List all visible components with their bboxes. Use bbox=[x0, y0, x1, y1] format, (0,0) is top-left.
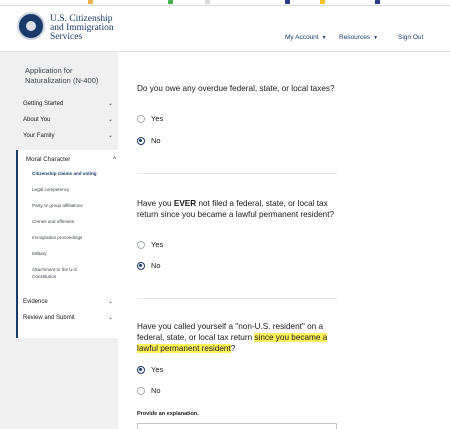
question-text: Have you bbox=[137, 199, 174, 208]
chevron-up-icon: ^ bbox=[113, 156, 116, 163]
radio-button[interactable] bbox=[137, 387, 145, 395]
sidebar-subitem-citizenship-claims[interactable]: Citizenship claims and voting bbox=[32, 171, 97, 176]
radio-label: Yes bbox=[151, 365, 164, 374]
radio-option-no[interactable] bbox=[137, 136, 161, 145]
dhs-seal-logo[interactable] bbox=[17, 12, 45, 40]
radio-label: No bbox=[151, 261, 161, 270]
sidebar-item-getting-started[interactable] bbox=[23, 100, 113, 107]
question-text: not filed a federal, state, or local tax return since you became a lawful permanent resident? bbox=[137, 199, 335, 219]
highlighted-text: since you became a lawful permanent resident bbox=[137, 333, 328, 353]
caret-down-icon: ▼ bbox=[321, 34, 327, 41]
question-not-filed-tax-return bbox=[137, 198, 337, 220]
main-content bbox=[118, 52, 450, 429]
chevron-down-icon: ⌄ bbox=[107, 101, 113, 107]
question-text: ? bbox=[230, 344, 236, 353]
question-emphasis: EVER bbox=[173, 199, 197, 208]
app-title-line-2: Naturalization (N-400) bbox=[25, 76, 99, 85]
chevron-down-icon: ⌄ bbox=[107, 133, 113, 139]
radio-option-no[interactable] bbox=[137, 386, 161, 395]
section-divider bbox=[137, 173, 337, 174]
radio-button[interactable] bbox=[137, 241, 145, 249]
bookmark-icon bbox=[285, 0, 290, 4]
app-title-line-1: Application for bbox=[25, 66, 73, 75]
sidebar-subitem-immigration-proceedings[interactable]: Immigration proceedings bbox=[32, 235, 83, 240]
chevron-down-icon: ⌄ bbox=[107, 299, 113, 305]
bookmark-icon bbox=[168, 0, 173, 4]
question-text: Have you called yourself a "non-U.S. resident" on a federal, state, or local tax return bbox=[137, 322, 324, 342]
sidebar-section-moral-character bbox=[16, 150, 118, 338]
radio-button-selected[interactable] bbox=[137, 366, 145, 374]
my-account-menu[interactable] bbox=[285, 34, 327, 41]
bookmark-icon bbox=[88, 0, 93, 4]
sidebar-item-moral-character[interactable] bbox=[26, 156, 116, 163]
sidebar-item-label: About You bbox=[23, 116, 51, 123]
brand-line-3: Services bbox=[50, 32, 83, 42]
radio-label: Yes bbox=[151, 114, 164, 123]
my-account-label: My Account bbox=[285, 34, 319, 41]
sidebar-item-review-submit[interactable] bbox=[23, 314, 113, 321]
uscis-brand[interactable] bbox=[50, 15, 114, 42]
radio-option-yes[interactable] bbox=[137, 114, 163, 123]
radio-option-no[interactable] bbox=[137, 261, 161, 270]
sign-out-label: Sign Out bbox=[398, 34, 424, 41]
question-overdue-taxes: Do you owe any overdue federal, state, or local taxes? bbox=[137, 84, 335, 93]
sidebar-item-your-family[interactable] bbox=[23, 132, 113, 139]
resources-menu[interactable] bbox=[339, 34, 378, 41]
sidebar-item-label: Your Family bbox=[23, 132, 55, 139]
radio-label: No bbox=[151, 136, 161, 145]
bookmark-icon bbox=[375, 0, 380, 4]
sidebar-subitem-military[interactable]: Military bbox=[32, 251, 47, 256]
bookmark-icon bbox=[320, 0, 325, 4]
radio-button[interactable] bbox=[137, 115, 145, 123]
site-header bbox=[0, 6, 450, 52]
sidebar-item-label: Evidence bbox=[23, 298, 48, 305]
sidebar-subitem-legal-competency[interactable]: Legal competency bbox=[32, 187, 70, 192]
radio-label: No bbox=[151, 386, 161, 395]
sidebar-nav bbox=[0, 52, 118, 429]
caret-down-icon: ▼ bbox=[373, 34, 379, 41]
radio-button-selected[interactable] bbox=[137, 137, 145, 145]
chevron-down-icon: ⌄ bbox=[107, 117, 113, 123]
chevron-down-icon: ⌄ bbox=[107, 315, 113, 321]
brand-line-2: and Immigration bbox=[50, 23, 114, 33]
sidebar-subitem-crimes-offenses[interactable]: Crimes and offenses bbox=[32, 219, 75, 224]
radio-option-yes[interactable] bbox=[137, 365, 163, 374]
sidebar-item-label: Getting Started bbox=[23, 100, 64, 107]
sidebar-subitem-attachment-constitution[interactable]: Attachment to the U.S. Constitution bbox=[32, 267, 79, 279]
brand-line-1: U.S. Citizenship bbox=[50, 14, 113, 24]
sign-out-link[interactable] bbox=[398, 34, 423, 41]
question-non-us-resident bbox=[137, 321, 337, 354]
bookmark-icon bbox=[205, 0, 210, 4]
sidebar-item-label: Moral Character bbox=[26, 156, 71, 163]
section-divider bbox=[137, 298, 337, 299]
sidebar-subitem-party-affiliations[interactable]: Party or group affiliations bbox=[32, 203, 83, 208]
application-title bbox=[25, 66, 98, 86]
sidebar-item-label: Review and Submit bbox=[23, 314, 75, 321]
sidebar-item-about-you[interactable] bbox=[23, 116, 113, 123]
sidebar-item-evidence[interactable] bbox=[23, 298, 113, 305]
radio-button-selected[interactable] bbox=[137, 262, 145, 270]
radio-option-yes[interactable] bbox=[137, 240, 163, 249]
resources-label: Resources bbox=[339, 34, 371, 41]
explanation-label: Provide an explanation. bbox=[137, 411, 199, 417]
radio-label: Yes bbox=[151, 240, 164, 249]
explanation-textarea[interactable] bbox=[137, 423, 337, 429]
